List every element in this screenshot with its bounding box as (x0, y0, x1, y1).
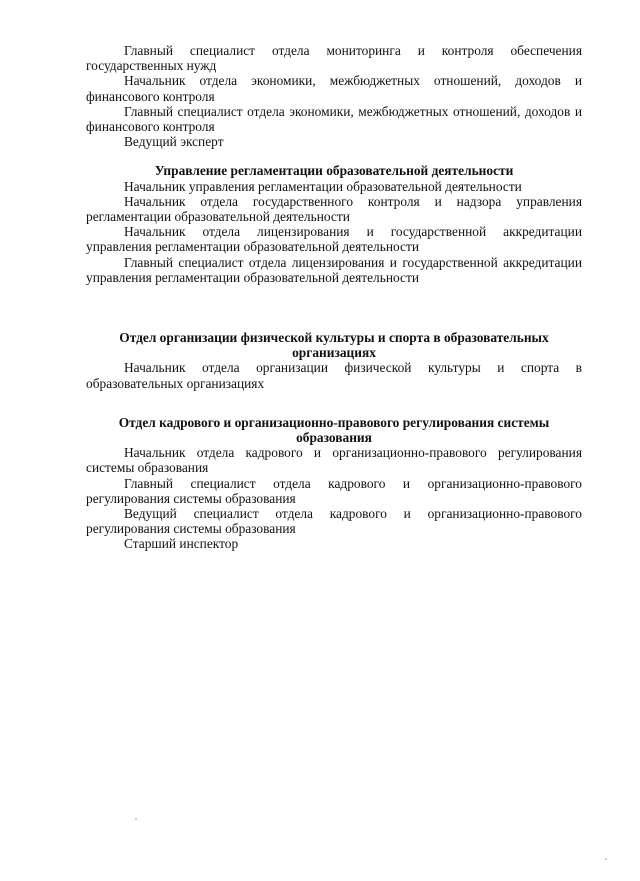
position-item: Начальник отдела государственного контроля и надзора управления регламентации образовательной деятельности (86, 193, 582, 225)
position-item: Главный специалист отдела кадрового и организационно-правового регулирования системы образования (86, 475, 582, 506)
position-item: Начальник отдела экономики, межбюджетных отношений, доходов и финансового контроля (86, 73, 582, 104)
section-hr-legal (86, 415, 582, 552)
position-item: Главный специалист отдела экономики, межбюджетных отношений, доходов и финансового контроля (86, 103, 582, 135)
section-heading: Отдел кадрового и организационно-правового регулирования системы образования (118, 414, 550, 446)
position-item: Начальник отдела организации физической культуры и спорта в образовательных организациях (86, 360, 582, 391)
position-item: Начальник отдела лицензирования и государственной аккредитации управления регламентации образовательной деятельности (86, 224, 582, 255)
scan-speck (605, 858, 607, 860)
position-item: Ведущий специалист отдела кадрового и организационно-правового регулирования системы образования (86, 506, 582, 537)
scan-speck (135, 818, 137, 820)
section-heading: Управление регламентации образовательной деятельности (154, 163, 514, 179)
section-sport (86, 330, 582, 391)
position-item: Ведущий эксперт (124, 134, 224, 150)
position-item: Главный специалист отдела мониторинга и контроля обеспечения государственных нужд (86, 43, 582, 74)
section-regulation (86, 163, 582, 285)
position-item: Главный специалист отдела лицензирования и государственной аккредитации управления регламентации образовательной деятельности (86, 254, 582, 285)
position-item: Старший инспектор (124, 536, 239, 552)
position-item: Начальник отдела кадрового и организационно-правового регулирования системы образования (86, 445, 582, 476)
section-heading: Отдел организации физической культуры и спорта в образовательных организациях (119, 330, 549, 361)
section-block1 (86, 43, 582, 149)
position-item: Начальник управления регламентации образовательной деятельности (124, 178, 522, 194)
document-page (86, 43, 582, 552)
